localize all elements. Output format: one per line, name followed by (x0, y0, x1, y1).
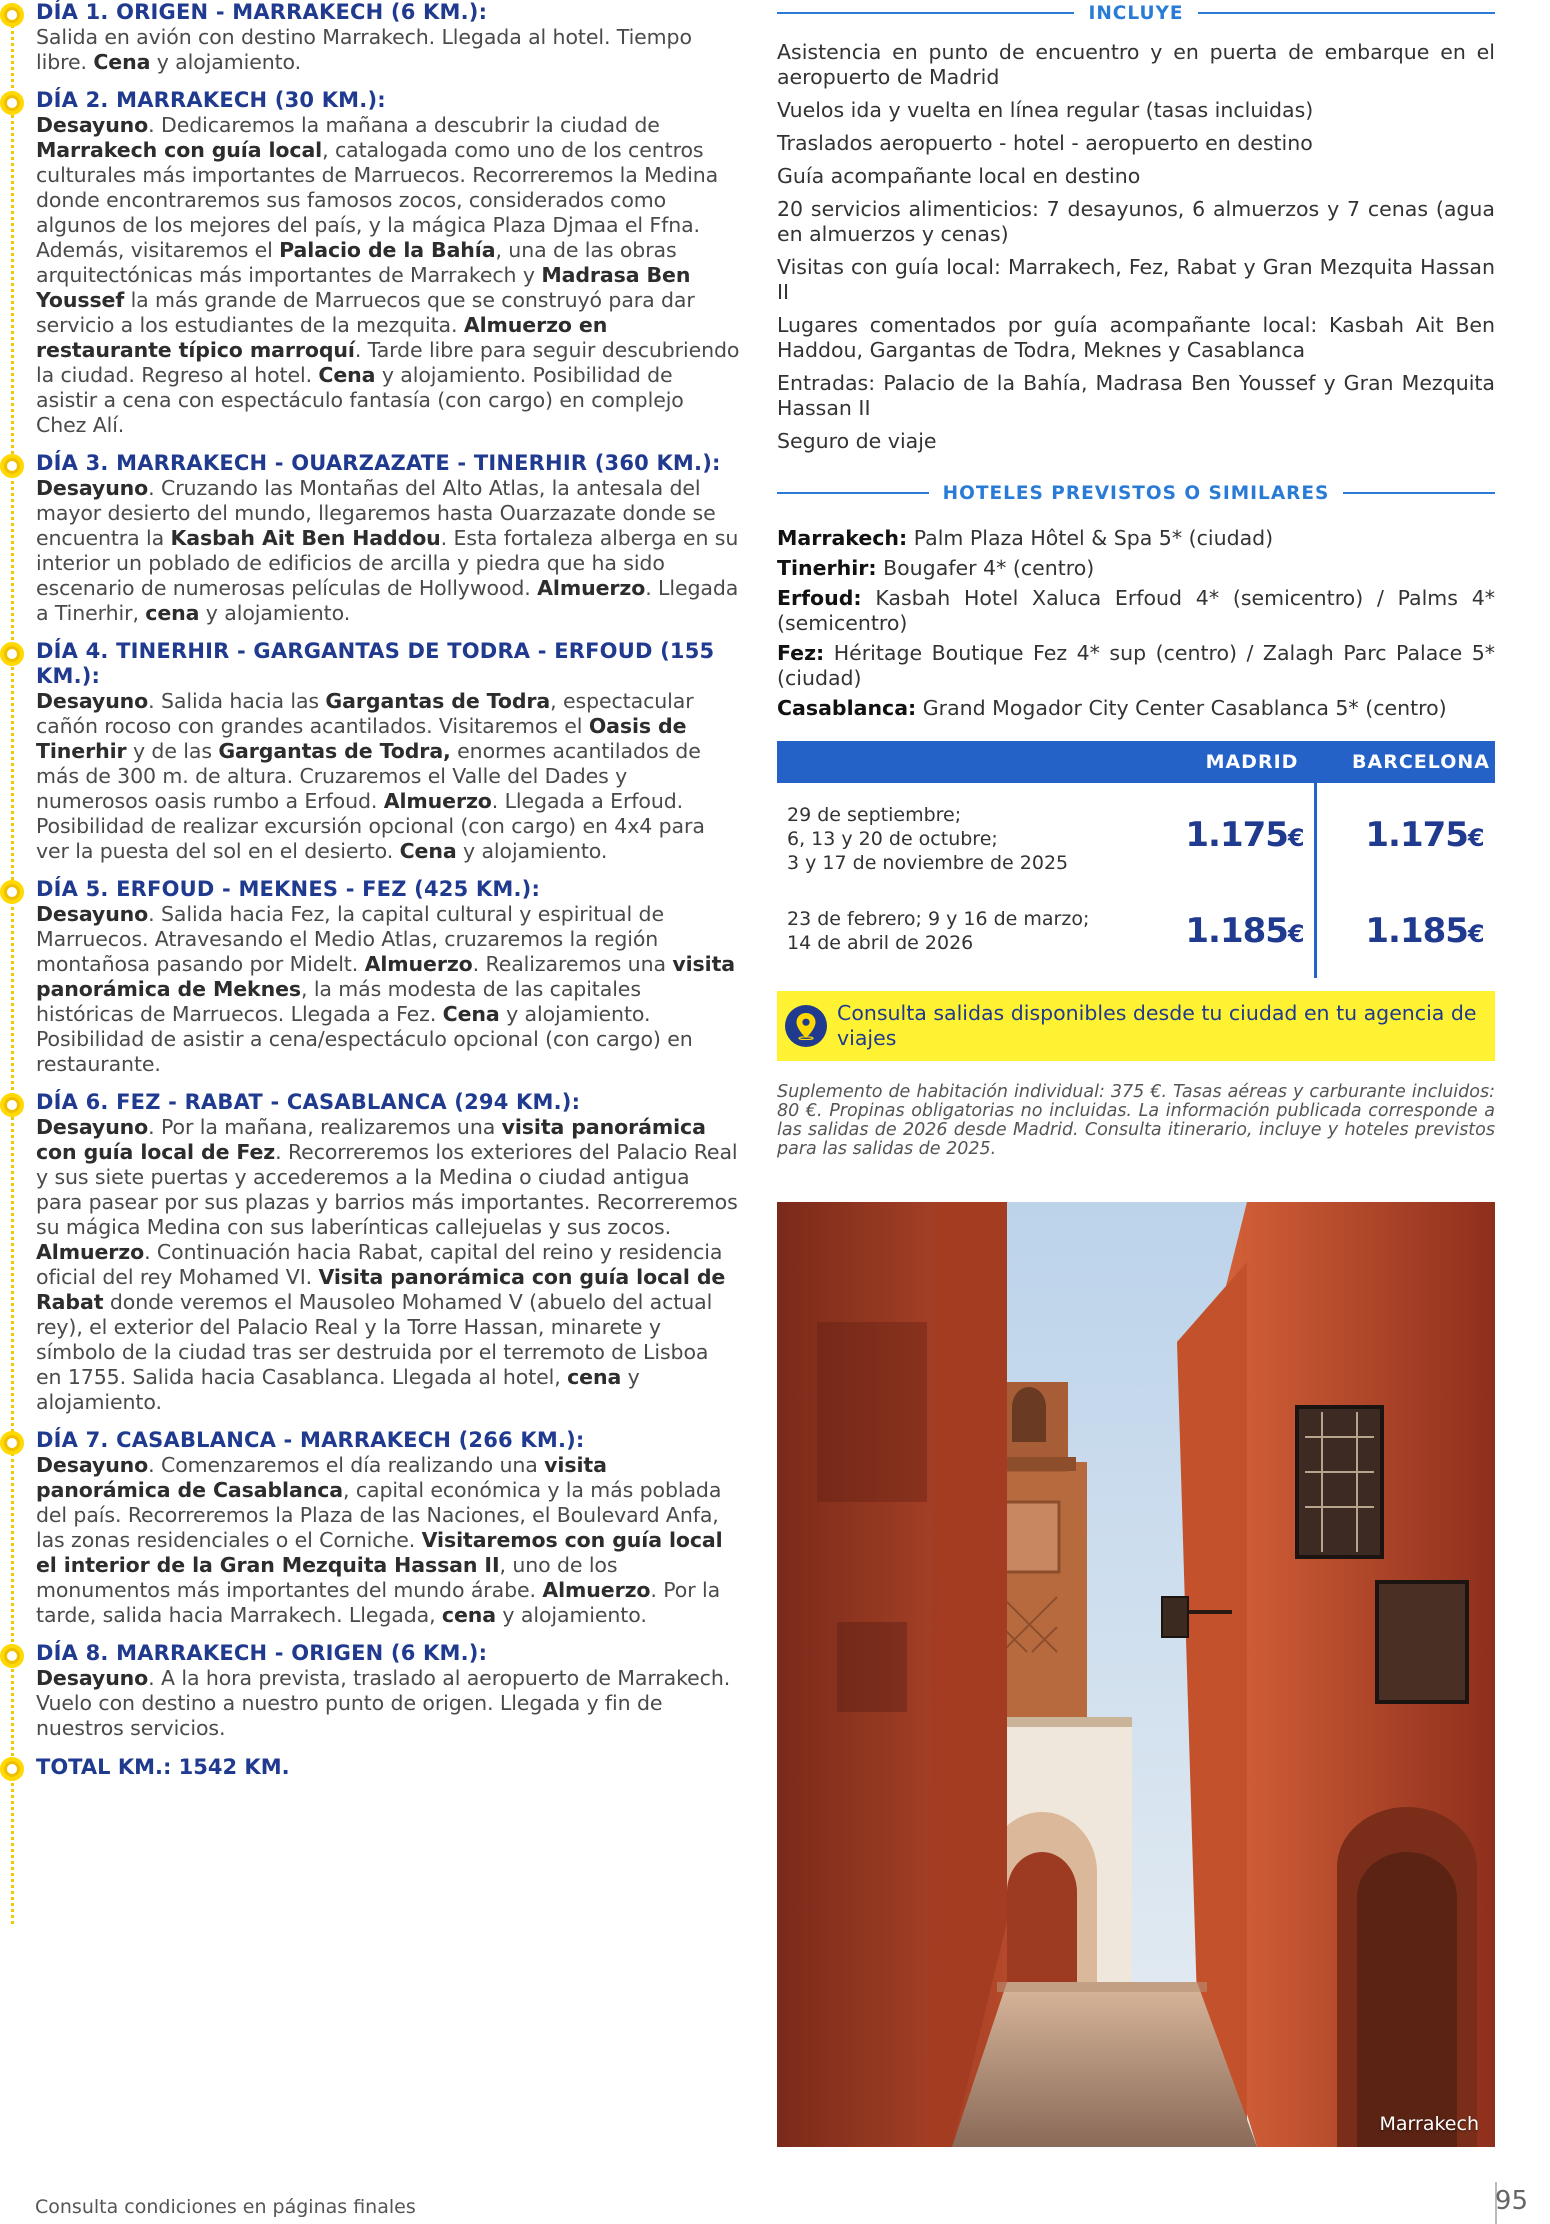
footer-conditions-note: Consulta condiciones en páginas finales (35, 2196, 416, 2218)
day-title: DÍA 2. MARRAKECH (30 KM.): (36, 88, 386, 112)
price-barcelona (1355, 911, 1495, 951)
price-row-dates (787, 907, 1147, 955)
hotel-city: Casablanca: (777, 696, 917, 720)
price-value: 1.185 (1185, 911, 1288, 951)
highlight-text: Marrakech con guía local (36, 138, 323, 162)
body-text: , la más modesta de las capitales históricas de Marruecos. Llegada a Fez. (36, 977, 641, 1026)
body-text: , uno de los monumentos más importantes del mundo árabe. (36, 1553, 618, 1602)
day-description (36, 1453, 740, 1628)
body-text: . Salida hacia las (148, 689, 326, 713)
hotels-heading-label: HOTELES PREVISTOS O SIMILARES (942, 482, 1330, 504)
body-text: y alojamiento. (456, 839, 608, 863)
day-title: DÍA 4. TINERHIR - GARGANTAS DE TODRA - ERFOUD (155 KM.): (36, 639, 715, 688)
includes-heading-label: INCLUYE (1088, 2, 1184, 24)
includes-item: Seguro de viaje (777, 429, 937, 453)
highlight-text: Cena (93, 50, 151, 74)
includes-item: Traslados aeropuerto - hotel - aeropuerto en destino (777, 131, 1313, 155)
day-title: DÍA 1. ORIGEN - MARRAKECH (6 KM.): (36, 0, 488, 24)
currency-symbol: € (1467, 824, 1485, 852)
highlight-text: Kasbah Ait Ben Haddou (170, 526, 441, 550)
body-text: . Llegada a Tinerhir, (36, 576, 739, 625)
divider (1198, 12, 1495, 14)
includes-item: Entradas: Palacio de la Bahía, Madrasa Ben Youssef y Gran Mezquita Hassan II (777, 371, 1495, 420)
body-text: y alojamiento. Posibilidad de asistir a cena/espectáculo opcional (con cargo) en restaurante. (36, 1002, 693, 1076)
itinerary-day (0, 1090, 740, 1415)
date-line: 23 de febrero; 9 y 16 de marzo; (787, 908, 1090, 930)
body-text: . Realizaremos una (472, 952, 673, 976)
timeline-dot-icon (0, 454, 24, 478)
hotel-item (777, 641, 1495, 691)
highlight-text: Desayuno (36, 1666, 149, 1690)
timeline-dot-icon (0, 880, 24, 904)
itinerary-day (0, 0, 740, 75)
highlight-text: visita panorámica de Meknes (36, 952, 736, 1001)
includes-item: Asistencia en punto de encuentro y en puerta de embarque en el aeropuerto de Madrid (777, 40, 1495, 89)
body-text: y alojamiento. Posibilidad de asistir a cena con espectáculo fantasía (con cargo) en complejo Chez Alí. (36, 363, 684, 437)
hotel-name: Grand Mogador City Center Casablanca 5* (centro) (916, 696, 1447, 720)
hotel-city: Fez: (777, 641, 825, 665)
hotel-name: Héritage Boutique Fez 4* sup (centro) / Zalagh Parc Palace 5* (ciudad) (777, 641, 1495, 690)
divider (1343, 492, 1495, 494)
hotel-city: Erfoud: (777, 586, 862, 610)
highlight-text: visita panorámica con guía local de Fez (36, 1115, 706, 1164)
agency-notice-banner (777, 991, 1495, 1061)
highlight-text: Cena (399, 839, 457, 863)
hotel-city: Tinerhir: (777, 556, 877, 580)
timeline-dot-icon (0, 1644, 24, 1668)
highlight-text: Desayuno (36, 113, 149, 137)
highlight-text: cena (567, 1365, 622, 1389)
includes-item: Guía acompañante local en destino (777, 164, 1141, 188)
price-table-body (777, 783, 1495, 961)
body-text: Salida en avión con destino Marrakech. Llegada al hotel. Tiempo libre. (36, 25, 692, 74)
highlight-text: Gargantas de Todra (325, 689, 551, 713)
highlight-text: Palacio de la Bahía (279, 238, 496, 262)
highlight-text: Desayuno (36, 1453, 149, 1477)
day-description (36, 476, 740, 626)
itinerary-day (0, 877, 740, 1077)
itinerary-column (0, 0, 740, 1960)
body-text: . Llegada a Erfoud. Posibilidad de realizar excursión opcional (con cargo) en 4x4 para ver la puesta del sol en el desierto. (36, 789, 705, 863)
price-row (777, 907, 1495, 987)
body-text: . Salida hacia Fez, la capital cultural y espiritual de Marruecos. Atravesando el Medio Atlas, cruzaremos la región montañosa pasando por Midelt. (36, 902, 664, 976)
date-line: 29 de septiembre; (787, 804, 962, 826)
price-row (777, 803, 1495, 883)
highlight-text: Almuerzo (383, 789, 492, 813)
days-list (0, 0, 740, 1741)
body-text: . Dedicaremos la mañana a descubrir la ciudad de (148, 113, 660, 137)
hotel-item (777, 586, 1495, 636)
body-text: y alojamiento. (199, 601, 351, 625)
body-text: . Recorreremos los exteriores del Palacio Real y sus siete puertas y accederemos a la Medina o ciudad antigua para pasear por sus plazas y barrios más importantes. Recorreremos su mágica Medina con sus laberínticas callejuelas y sus zocos. (36, 1140, 738, 1239)
body-text: y de las (126, 739, 219, 763)
highlight-text: Almuerzo (542, 1578, 651, 1602)
body-text: , espectacular cañón rocoso con grandes acantilados. Visitaremos el (36, 689, 694, 738)
currency-symbol: € (1287, 920, 1305, 948)
itinerary-day (0, 1641, 740, 1741)
itinerary-day (0, 639, 740, 864)
location-pin-icon (785, 1005, 827, 1047)
highlight-text: cena (145, 601, 200, 625)
day-title: DÍA 5. ERFOUD - MEKNES - FEZ (425 KM.): (36, 877, 541, 901)
hotel-name: Kasbah Hotel Xaluca Erfoud 4* (semicentro) / Palms 4* (semicentro) (777, 586, 1495, 635)
timeline-dot-icon (0, 1093, 24, 1117)
timeline-dot-icon (0, 1757, 24, 1781)
includes-heading (777, 0, 1495, 26)
body-text: . Por la tarde, salida hacia Marrakech. Llegada, (36, 1578, 721, 1627)
day-description (36, 25, 740, 75)
divider (777, 12, 1074, 14)
body-text: , una de las obras arquitectónicas más importantes de Marrakech y (36, 238, 677, 287)
highlight-text: Almuerzo (36, 1240, 145, 1264)
body-text: y alojamiento. (150, 50, 302, 74)
highlight-text: Almuerzo en restaurante típico marroquí (36, 313, 608, 362)
price-header-madrid: MADRID (1205, 751, 1299, 773)
hotels-list (777, 526, 1495, 721)
price-header-barcelona: BARCELONA (1352, 751, 1490, 773)
highlight-text: visita panorámica de Casablanca (36, 1453, 607, 1502)
currency-symbol: € (1467, 920, 1485, 948)
hotel-item (777, 526, 1495, 551)
total-km-text: TOTAL KM.: 1542 KM. (36, 1755, 290, 1779)
highlight-text: Madrasa Ben Youssef (36, 263, 691, 312)
itinerary-day (0, 88, 740, 438)
price-header-spacer (777, 741, 1177, 783)
price-table (777, 741, 1495, 961)
timeline-dot-icon (0, 642, 24, 666)
details-column (777, 0, 1495, 1159)
highlight-text: Visita panorámica con guía local de Rabat (36, 1265, 726, 1314)
hotel-item (777, 556, 1495, 581)
page-number: 95 (1494, 2186, 1528, 2216)
divider (777, 492, 929, 494)
hotel-item (777, 696, 1495, 721)
day-description (36, 689, 740, 864)
hotel-name: Bougafer 4* (centro) (876, 556, 1095, 580)
hotel-name: Palm Plaza Hôtel & Spa 5* (ciudad) (907, 526, 1274, 550)
highlight-text: Almuerzo (364, 952, 473, 976)
body-text: y alojamiento. (496, 1603, 647, 1627)
body-text: . A la hora prevista, traslado al aeropuerto de Marrakech. Vuelo con destino a nuestro punto de origen. Llegada y fin de nuestros servicios. (36, 1666, 731, 1740)
price-value: 1.185 (1365, 911, 1468, 951)
price-table-header (777, 741, 1495, 783)
timeline-dot-icon (0, 1431, 24, 1455)
timeline-dot-icon (0, 91, 24, 115)
day-description (36, 1115, 740, 1415)
total-km (0, 1754, 740, 1780)
photo-caption: Marrakech (1379, 2113, 1479, 2135)
fine-print: Suplemento de habitación individual: 375 €. Tasas aéreas y carburante incluidos: 80 €. Propinas obligatorias no incluidas. La información publicada corresponde a las salidas de 2026 desde Madrid. Consulta itinerario, incluye y hoteles previstos para las salidas de 2025. (777, 1082, 1495, 1159)
day-title: DÍA 8. MARRAKECH - ORIGEN (6 KM.): (36, 1641, 488, 1665)
highlight-text: Gargantas de Todra, (218, 739, 451, 763)
highlight-text: Oasis de Tinerhir (36, 714, 687, 763)
body-text: la más grande de Marruecos que se construyó para dar servicio a los estudiantes de la mezquita. (36, 288, 695, 337)
currency-symbol: € (1287, 824, 1305, 852)
date-line: 3 y 17 de noviembre de 2025 (787, 852, 1069, 874)
highlight-text: Desayuno (36, 902, 149, 926)
marrakech-photo (777, 1202, 1495, 2147)
day-title: DÍA 6. FEZ - RABAT - CASABLANCA (294 KM.): (36, 1090, 581, 1114)
includes-item: 20 servicios alimenticios: 7 desayunos, 6 almuerzos y 7 cenas (agua en almuerzos y cenas) (777, 197, 1495, 246)
hotels-heading (777, 480, 1495, 506)
day-title: DÍA 3. MARRAKECH - OUARZAZATE - TINERHIR (360 KM.): (36, 451, 721, 475)
body-text: . Por la mañana, realizaremos una (148, 1115, 502, 1139)
day-title: DÍA 7. CASABLANCA - MARRAKECH (266 KM.): (36, 1428, 585, 1452)
highlight-text: Cena (442, 1002, 500, 1026)
price-madrid (1175, 911, 1315, 951)
price-madrid (1175, 815, 1315, 855)
date-line: 6, 13 y 20 de octubre; (787, 828, 998, 850)
body-text: y alojamiento. (36, 1365, 640, 1414)
body-text: . Tarde libre para seguir descubriendo la ciudad. Regreso al hotel. (36, 338, 740, 387)
highlight-text: Desayuno (36, 476, 149, 500)
itinerary-day (0, 1428, 740, 1628)
body-text: enormes acantilados de más de 300 m. de altura. Cruzaremos el Valle del Dades y numerosos oasis rumbo a Erfoud. (36, 739, 701, 813)
hotels-section (777, 480, 1495, 721)
price-header-gap (1327, 741, 1347, 783)
includes-item: Lugares comentados por guía acompañante local: Kasbah Ait Ben Haddou, Gargantas de Todra, Meknes y Casablanca (777, 313, 1495, 362)
includes-list (777, 40, 1495, 454)
street-illustration (777, 1202, 1495, 2147)
highlight-text: Desayuno (36, 1115, 149, 1139)
body-text: , capital económica y la más poblada del país. Recorreremos la Plaza de las Naciones, el Boulevard Anfa, las zonas residenciales o el Corniche. (36, 1478, 722, 1552)
hotel-city: Marrakech: (777, 526, 908, 550)
body-text: . Cruzando las Montañas del Alto Atlas, la antesala del mayor desierto del mundo, llegaremos hasta Ouarzazate donde se encuentra la (36, 476, 716, 550)
day-description (36, 1666, 740, 1741)
includes-item: Vuelos ida y vuelta en línea regular (tasas incluidas) (777, 98, 1314, 122)
body-text: . Continuación hacia Rabat, capital del reino y residencia oficial del rey Mohamed VI. (36, 1240, 723, 1289)
price-row-dates (787, 803, 1147, 875)
body-text: , catalogada como uno de los centros culturales más importantes de Marruecos. Recorreremos la Medina donde encontraremos sus famosos zocos, considerados como algunos de los mejores del país, y la mágica Plaza Djmaa el Ffna. Además, visitaremos el (36, 138, 719, 262)
body-text: . Comenzaremos el día realizando una (148, 1453, 545, 1477)
highlight-text: cena (441, 1603, 497, 1627)
highlight-text: Almuerzo (537, 576, 646, 600)
body-text: donde veremos el Mausoleo Mohamed V (abuelo del actual rey), el exterior del Palacio Real y la Torre Hassan, minarete y símbolo de la ciudad tras ser destruida por el terremoto de Lisboa en 1755. Salida hacia Casablanca. Llegada al hotel, (36, 1290, 713, 1389)
day-description (36, 902, 740, 1077)
agency-notice-text: Consulta salidas disponibles desde tu ciudad en tu agencia de viajes (837, 1001, 1477, 1050)
price-value: 1.175 (1365, 815, 1468, 855)
price-value: 1.175 (1185, 815, 1288, 855)
itinerary-day (0, 451, 740, 626)
day-description (36, 113, 740, 438)
body-text: . Esta fortaleza alberga en su interior un poblado de edificios de arcilla y piedra que ha sido escenario de numerosas películas de Hollywood. (36, 526, 739, 600)
includes-item: Visitas con guía local: Marrakech, Fez, Rabat y Gran Mezquita Hassan II (777, 255, 1495, 304)
timeline-dot-icon (0, 3, 24, 27)
date-line: 14 de abril de 2026 (787, 932, 974, 954)
highlight-text: Desayuno (36, 689, 149, 713)
highlight-text: Cena (318, 363, 376, 387)
price-barcelona (1355, 815, 1495, 855)
highlight-text: Visitaremos con guía local el interior de la Gran Mezquita Hassan II (36, 1528, 723, 1577)
